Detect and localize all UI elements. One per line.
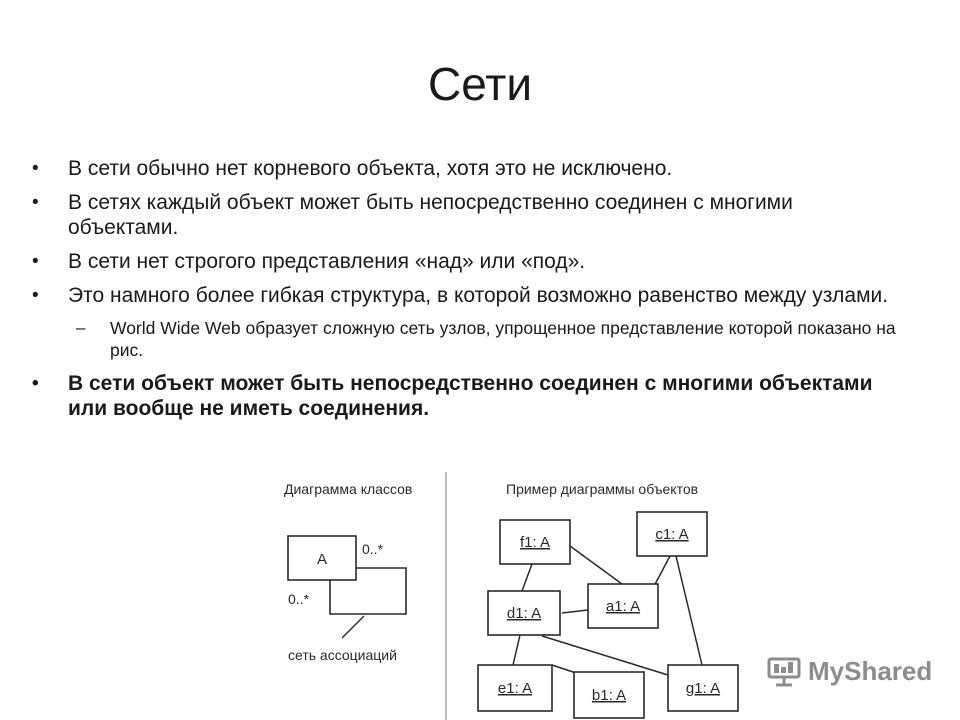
bold-bullet-text: В сети объект может быть непосредственно соединен с многими объектами или вообще не иметь соединения. xyxy=(68,372,873,420)
link-c1-g1 xyxy=(676,556,702,665)
bullet-item xyxy=(30,156,900,181)
bullet-marker: • xyxy=(32,251,39,272)
slide-title: Сети xyxy=(427,58,533,110)
bullet-text: В сети обычно нет корневого объекта, хотя это не исключено. xyxy=(68,157,673,180)
association-pointer xyxy=(342,616,364,638)
multiplicity-top: 0..* xyxy=(362,541,384,557)
object-label-d1: d1: A xyxy=(506,605,542,622)
watermark xyxy=(766,656,932,687)
watermark-text: MyShared xyxy=(808,656,933,686)
object-label-e1: e1: A xyxy=(497,680,533,697)
object-label-c1: c1: A xyxy=(655,526,689,543)
link-f1-a1 xyxy=(570,546,622,584)
object-label-a1: a1: A xyxy=(605,598,641,615)
bullet-list xyxy=(30,156,900,430)
class-name: A xyxy=(316,551,328,568)
bullet-item xyxy=(30,249,900,274)
bullet-marker: • xyxy=(32,158,39,179)
sub-bullet-item xyxy=(30,317,900,361)
self-association-line xyxy=(330,568,406,614)
link-d1-a1 xyxy=(562,610,588,613)
object-label-b1: b1: A xyxy=(591,687,627,704)
bold-bullet-item xyxy=(30,371,900,421)
bullet-text: В сети нет строгого представления «над» или «под». xyxy=(68,250,586,273)
object-label-f1: f1: A xyxy=(519,534,551,551)
multiplicity-left: 0..* xyxy=(288,591,310,607)
link-e1-b1 xyxy=(552,665,576,673)
bullet-marker: • xyxy=(32,192,39,213)
bullet-item xyxy=(30,190,900,240)
bullet-text: В сетях каждый объект может быть непосредственно соединен с многими объектами. xyxy=(68,191,793,239)
class-diagram-title: Диаграмма классов xyxy=(284,481,413,497)
object-diagram-title: Пример диаграммы объектов xyxy=(506,481,699,497)
link-d1-e1 xyxy=(513,635,520,665)
sub-bullet-text: World Wide Web образует сложную сеть узлов, упрощенное представление которой показано на рис. xyxy=(110,318,896,360)
link-d1-g1 xyxy=(542,636,668,675)
network-diagram xyxy=(270,470,750,720)
object-label-g1: g1: A xyxy=(685,680,721,697)
association-label: сеть ассоциаций xyxy=(288,647,397,663)
bullet-text: Это намного более гибкая структура, в которой возможно равенство между узлами. xyxy=(68,284,889,307)
sub-bullet-marker: – xyxy=(76,318,86,337)
link-f1-d1 xyxy=(522,564,532,591)
bullet-item xyxy=(30,283,900,308)
bullet-marker: • xyxy=(32,285,39,306)
bullet-marker: • xyxy=(32,373,39,394)
presentation-icon xyxy=(766,657,802,687)
